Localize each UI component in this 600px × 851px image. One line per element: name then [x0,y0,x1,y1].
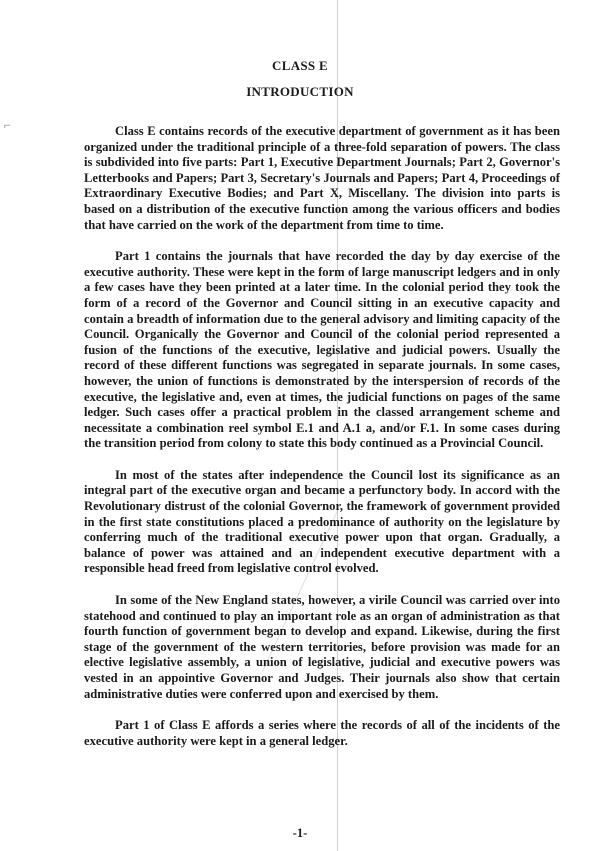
paragraph-3: In most of the states after independence the Council lost its significance as an integral part of the executive organ and became a perfunctory body. In accord with the Revolutionary distrust of the colonial Governor, the framework of government provided in the first state constitutions placed a predominance of authority on the legislature by conferring much of the traditional executive power upon that organ. Gradually, a balance of power was attained and an independent executive department with a responsible head freed from legislative control evolved. [84,467,560,576]
paragraph-4: In some of the New England states, however, a virile Council was carried over into statehood and continued to play an important role as an organ of administration as that fourth function of government began to develop and expand. Likewise, during the first stage of the government of the western territories, before provision was made for an elective legislative assembly, a union of legislative, judicial and executive powers was vested in an appointive Governor and Judges. Their journals also show that certain administrative duties were conferred upon and exercised by them. [84,593,560,701]
paragraph-2: Part 1 contains the journals that have recorded the day by day exercise of the executive authority. These were kept in the form of large manuscript ledgers and in only a few cases have they been printed at a later time. In the colonial period they took the form of a record of the Governor and Council sitting in an executive capacity and contain a breadth of information due to the general advisory and limiting capacity of the Council. Organically the Governor and Council of the colonial period represented a fusion of the functions of the executive, legislative and judicial powers. Usually the record of these different functions was segregated in separate journals. In some cases, however, the union of functions is demonstrated by the interspersion of records of the executive, the legislative and, even at times, the judicial functions on pages of the same ledger. Such cases offer a practical problem in the classed arrangement scheme and necessitate a combination reel symbol E.1 and A.1 a, and/or F.1. In some cases during the transition period from colony to state this body continued as a Provincial Council. [84,249,560,451]
margin-tick-mark: ⌐ [4,118,11,132]
section-title: INTRODUCTION [246,84,354,99]
page-number: -1- [292,826,308,840]
class-title: CLASS E [272,58,328,73]
body-text [84,124,560,765]
paragraph-1: Class E contains records of the executive department of government as it has been organized under the traditional principle of a three-fold separation of powers. The class is subdivided into five parts: Part 1, Executive Department Journals; Part 2, Governor's Letterbooks and Papers; Part 3, Secretary's Journals and Papers; Part 4, Proceedings of Extraordinary Executive Bodies; and Part X, Miscellany. The division into parts is based on a distribution of the executive function among the various officers and bodies that have carried on the work of the department from time to time. [84,124,560,232]
paragraph-5: Part 1 of Class E affords a series where the records of all of the incidents of the executive authority were kept in a general ledger. [84,718,560,748]
